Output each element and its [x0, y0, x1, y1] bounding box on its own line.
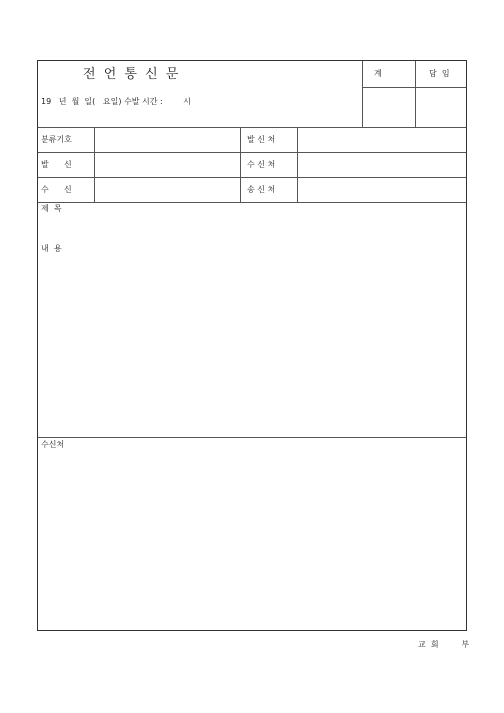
subject-label: 제 목	[41, 204, 62, 213]
content-label: 내 용	[41, 244, 62, 253]
info-col-line-1	[94, 127, 95, 202]
sender-office-label: 발 신 처	[247, 135, 276, 144]
church-department-footer: 교 회 부	[418, 640, 470, 649]
approval-col-2-label: 담 임	[429, 69, 450, 78]
info-table-bottom-line	[38, 202, 466, 203]
info-col-line-2	[240, 127, 241, 202]
telegram-form	[37, 60, 467, 631]
transmit-office-label: 송 신 처	[247, 185, 276, 194]
sender-label: 발 신	[41, 160, 72, 169]
recipients-label: 수신처	[41, 440, 65, 449]
approval-col-1-label: 계	[374, 69, 382, 78]
recipients-section-line	[38, 437, 466, 438]
approval-divider-mid	[415, 61, 416, 127]
date-time-line: 19 년 월 일( 요일) 수발 시간 : 시	[41, 97, 191, 106]
info-row-line-2	[38, 177, 466, 178]
form-title: 전 언 통 신 문	[83, 67, 181, 82]
info-row-line-1	[38, 152, 466, 153]
info-table-top-line	[38, 127, 466, 128]
approval-divider-left	[362, 61, 363, 127]
approval-header-line	[362, 87, 466, 88]
info-col-line-3	[297, 127, 298, 202]
receiver-office-label: 수 신 처	[247, 160, 276, 169]
classification-code-label: 분류기호	[41, 135, 72, 144]
receiver-label: 수 신	[41, 185, 72, 194]
